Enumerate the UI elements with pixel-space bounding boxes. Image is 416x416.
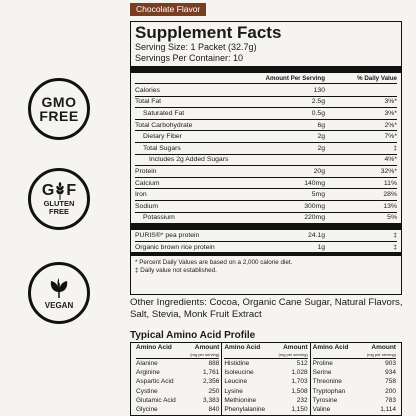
facts-row: Includes 2g Added Sugars 4%* bbox=[135, 155, 397, 167]
amino-row: Aspartic Acid 2,356 bbox=[136, 378, 220, 386]
leaf-icon bbox=[48, 277, 70, 299]
amino-row: Alanine 888 bbox=[136, 360, 220, 367]
vegan-badge-label: VEGAN bbox=[44, 300, 74, 310]
amino-row: Phenylalanine 1,150 bbox=[224, 406, 308, 414]
facts-title: Supplement Facts bbox=[135, 23, 282, 42]
amino-header bbox=[224, 343, 307, 359]
amino-acid-table bbox=[130, 342, 402, 416]
header-daily-value: % Daily Value bbox=[357, 74, 397, 82]
facts-row: Protein 20g 32%* bbox=[135, 166, 397, 178]
amino-column bbox=[310, 343, 398, 415]
facts-header bbox=[135, 73, 397, 84]
gmo-free-badge bbox=[28, 78, 90, 140]
gmo-badge-line2: FREE bbox=[39, 108, 79, 124]
flavor-label: Chocolate Flavor bbox=[130, 3, 206, 16]
gluten-badge-g: G bbox=[41, 182, 55, 199]
facts-row: Calories 130 bbox=[135, 85, 397, 97]
serving-size: Serving Size: 1 Packet (32.7g) bbox=[135, 42, 257, 52]
gluten-badge-f: F bbox=[66, 182, 77, 199]
blend-row: PURIS®* pea protein 24.1g ‡ bbox=[135, 230, 397, 242]
nutrient-rows bbox=[135, 85, 397, 223]
amino-header-acid: Amino Acid bbox=[136, 344, 172, 351]
facts-row: Calcium 140mg 11% bbox=[135, 178, 397, 190]
amino-column bbox=[221, 343, 309, 415]
gluten-badge-line2: FREE bbox=[48, 207, 69, 216]
servings-per-container: Servings Per Container: 10 bbox=[135, 53, 244, 63]
footnote-daily-values: * Percent Daily Values are based on a 2,000 calorie diet. bbox=[135, 259, 293, 267]
amino-row: Tryptophan 200 bbox=[312, 387, 396, 395]
divider-thick bbox=[131, 66, 401, 73]
wheat-icon bbox=[55, 182, 65, 200]
amino-row: Glutamic Acid 3,383 bbox=[136, 396, 220, 404]
facts-row: Dietary Fiber 2g 7%* bbox=[135, 131, 397, 143]
amino-row: Isoleucine 1,028 bbox=[224, 369, 308, 377]
vegan-badge bbox=[28, 262, 90, 324]
amino-header bbox=[136, 343, 219, 359]
amino-row: Arginine 1,761 bbox=[136, 369, 220, 377]
amino-row: Serine 934 bbox=[312, 369, 396, 377]
facts-row: Sodium 300mg 13% bbox=[135, 201, 397, 213]
amino-row: Cystine 250 bbox=[136, 387, 220, 395]
other-ingredients: Other Ingredients: Cocoa, Organic Cane Sugar, Natural Flavors, Salt, Stevia, Monk Fruit Extract bbox=[130, 297, 403, 320]
amino-row: Tyrosine 783 bbox=[312, 396, 396, 404]
footnote bbox=[135, 259, 397, 275]
footnote-not-established: ‡ Daily value not established. bbox=[135, 267, 217, 275]
amino-row: Valine 1,114 bbox=[312, 406, 396, 414]
supplement-facts-panel bbox=[130, 21, 402, 295]
amino-header-amount: Amount (mg per serving) bbox=[366, 344, 396, 357]
amino-row: Leucine 1,703 bbox=[224, 378, 308, 386]
divider-thick bbox=[131, 223, 401, 230]
amino-row: Methionine 232 bbox=[224, 396, 308, 404]
gluten-free-badge bbox=[28, 168, 90, 230]
amino-row: Proline 903 bbox=[312, 360, 396, 367]
gluten-badge-line1: GLUTEN bbox=[43, 199, 75, 208]
divider-mid bbox=[131, 252, 401, 256]
gluten-badge-mark bbox=[42, 182, 76, 200]
amino-row: Histidine 512 bbox=[224, 360, 308, 367]
amino-header-amount: Amount (mg per serving) bbox=[190, 344, 220, 357]
facts-row: Potassium 220mg 5% bbox=[143, 214, 397, 222]
amino-header-acid: Amino Acid bbox=[312, 344, 349, 351]
facts-row: Total Carbohydrate 6g 2%* bbox=[135, 120, 397, 132]
facts-row: Total Fat 2.5g 3%* bbox=[135, 97, 397, 109]
blend-row: Organic brown rice protein 1g ‡ bbox=[135, 243, 397, 251]
amino-column bbox=[134, 343, 221, 415]
amino-header bbox=[313, 343, 396, 359]
amino-header-amount: Amount (mg per serving) bbox=[278, 344, 308, 357]
facts-row: Iron 5mg 28% bbox=[135, 189, 397, 201]
amino-row: Threonine 758 bbox=[312, 378, 396, 386]
gmo-badge-line1: GMO bbox=[41, 94, 77, 110]
facts-row: Total Sugars 2g ‡ bbox=[135, 143, 397, 155]
header-amount: Amount Per Serving bbox=[265, 74, 325, 82]
amino-profile-title: Typical Amino Acid Profile bbox=[130, 330, 256, 341]
facts-row: Saturated Fat 0.5g 3%* bbox=[135, 108, 397, 120]
amino-header-acid: Amino Acid bbox=[224, 344, 261, 351]
amino-row: Glycine 840 bbox=[136, 406, 220, 414]
amino-row: Lysine 1,508 bbox=[224, 387, 308, 395]
